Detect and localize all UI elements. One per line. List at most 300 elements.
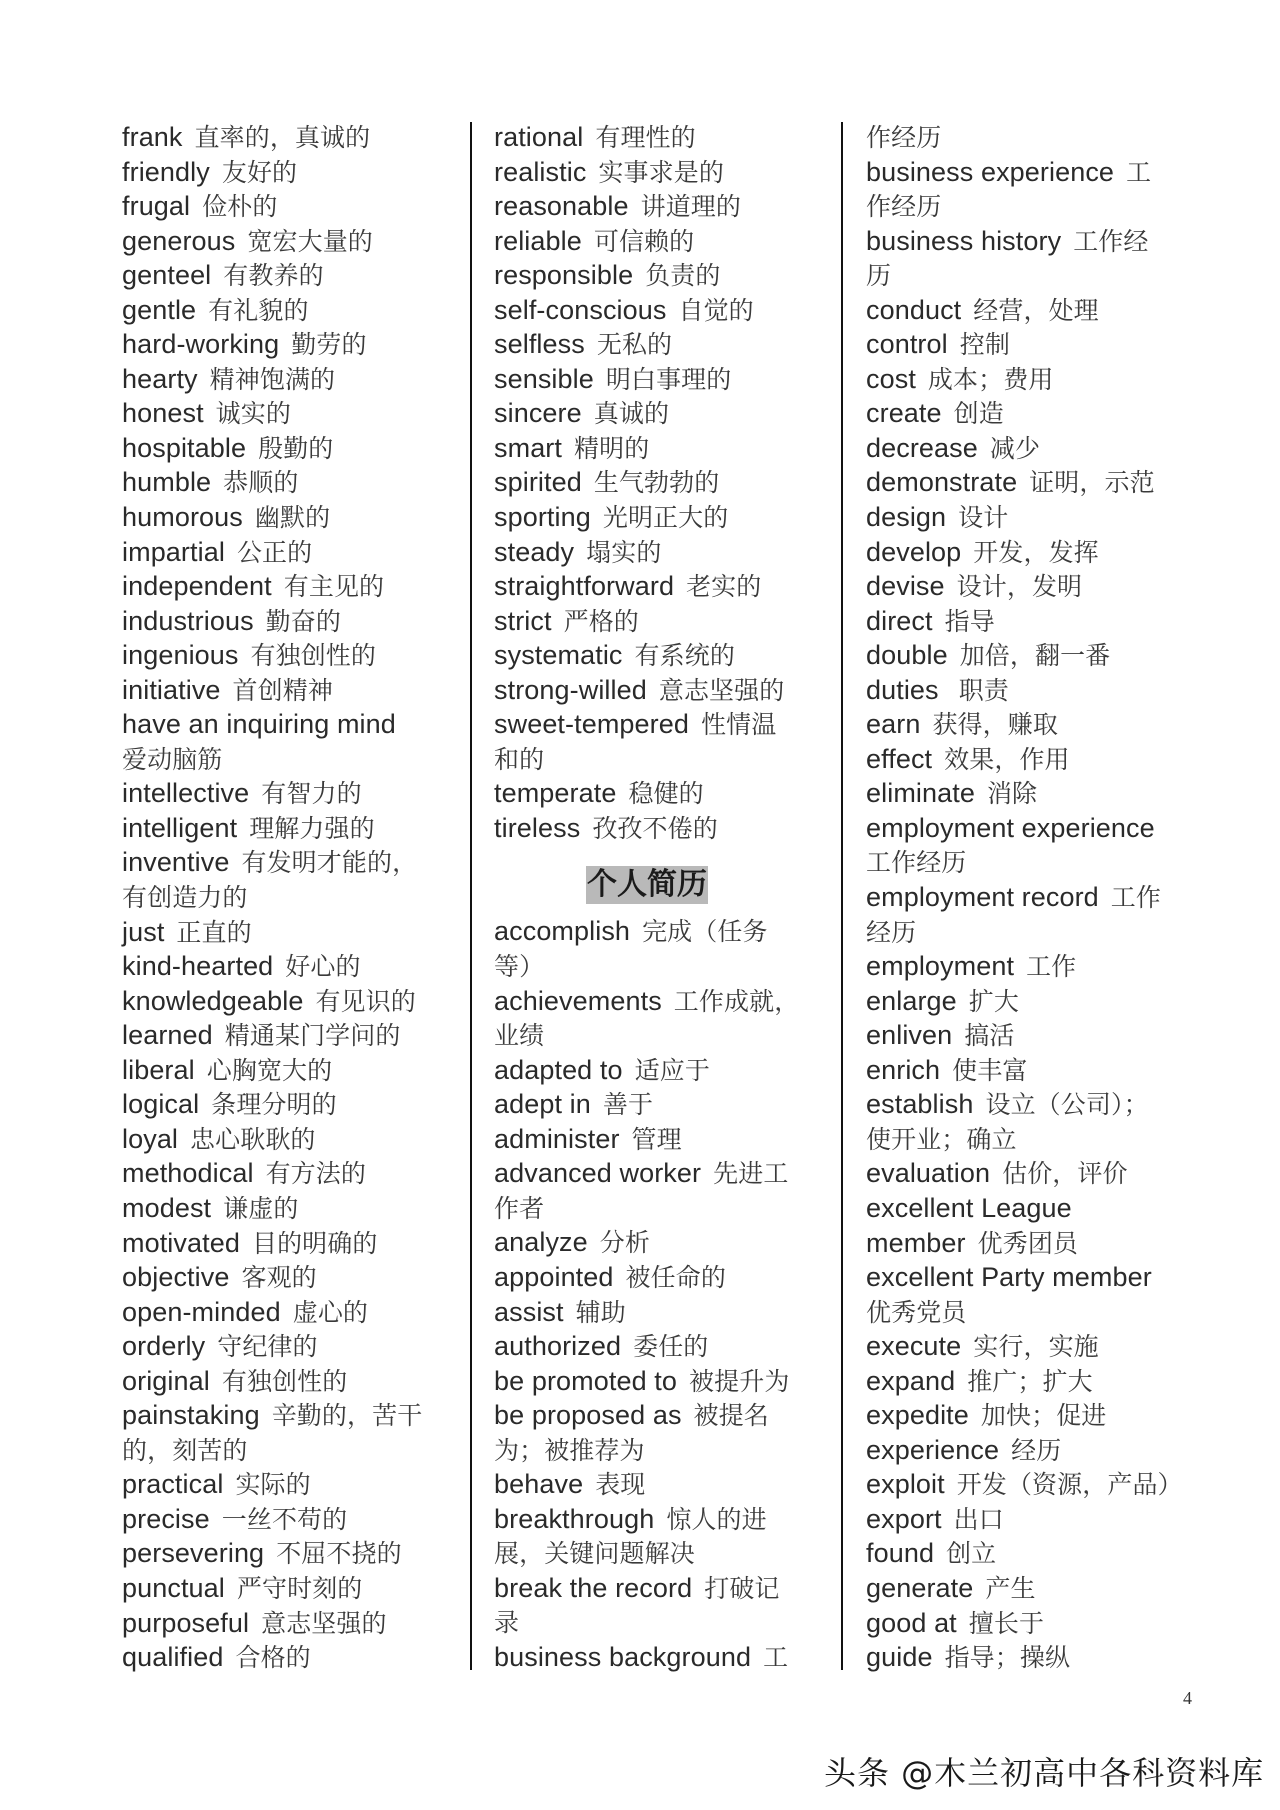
vocab-entry — [494, 327, 834, 362]
chinese-meaning: 优秀团员 — [977, 1228, 1079, 1258]
vocab-entry — [122, 1295, 462, 1330]
chinese-meaning: 有主见的 — [283, 572, 385, 602]
chinese-meaning: 精通某门学问的 — [224, 1021, 401, 1051]
chinese-meaning: 孜孜不倦的 — [592, 813, 718, 843]
vocab-entry — [122, 1398, 462, 1433]
english-term: realistic — [494, 156, 587, 187]
vocab-entry — [866, 1191, 1206, 1226]
vocab-entry — [494, 431, 834, 466]
english-term: devise — [866, 571, 945, 602]
english-term: member — [866, 1227, 966, 1258]
english-term: hospitable — [122, 432, 247, 463]
english-term: precise — [122, 1503, 210, 1534]
vocab-entry — [866, 1053, 1206, 1088]
chinese-meaning: 有发明才能的， — [241, 848, 418, 878]
chinese-meaning: 有创造力的 — [122, 883, 248, 913]
english-term: be proposed as — [494, 1400, 682, 1431]
chinese-meaning: 出口 — [953, 1504, 1004, 1534]
chinese-meaning: 创立 — [946, 1539, 997, 1569]
english-term: modest — [122, 1192, 212, 1223]
english-term: breakthrough — [494, 1503, 655, 1534]
vocab-entry — [122, 949, 462, 984]
chinese-meaning: 创造 — [953, 399, 1004, 429]
english-term: guide — [866, 1642, 933, 1673]
chinese-meaning: 作经历 — [866, 123, 942, 152]
watermark: 头条 @木兰初高中各科资料库 — [824, 1754, 1265, 1792]
vocab-entry — [494, 1329, 834, 1364]
chinese-meaning: 友好的 — [221, 157, 298, 187]
chinese-meaning: 减少 — [989, 433, 1041, 463]
chinese-meaning: 业绩 — [494, 1021, 545, 1051]
chinese-meaning: 有教养的 — [223, 261, 324, 291]
chinese-meaning: 生气勃勃的 — [593, 468, 720, 498]
chinese-meaning: 有独创性的 — [250, 641, 377, 671]
vocab-entry — [866, 1502, 1206, 1537]
vocab-entry — [866, 189, 1206, 224]
chinese-meaning: 首创精神 — [232, 675, 333, 705]
english-term: independent — [122, 571, 272, 602]
english-term: be promoted to — [494, 1365, 678, 1396]
english-term: expedite — [866, 1400, 969, 1431]
chinese-meaning: 无私的 — [596, 330, 673, 360]
chinese-meaning: 宽宏大量的 — [247, 226, 373, 256]
chinese-meaning: 明白事理的 — [605, 364, 732, 394]
chinese-meaning: 条理分明的 — [211, 1090, 337, 1120]
english-term: tireless — [494, 812, 581, 843]
english-term: create — [866, 398, 942, 429]
vocab-entry — [866, 569, 1206, 604]
chinese-meaning: 一丝不苟的 — [221, 1504, 348, 1534]
chinese-meaning: 意志坚强的 — [261, 1608, 387, 1638]
english-term: have an inquiring mind — [122, 709, 396, 740]
english-term: humorous — [122, 502, 243, 533]
vocab-entry — [494, 776, 834, 811]
english-term: open-minded — [122, 1296, 281, 1327]
vocab-entry — [122, 742, 462, 777]
english-term: earn — [866, 709, 921, 740]
english-term: appointed — [494, 1261, 614, 1292]
vocab-entry — [122, 1640, 462, 1675]
english-term: conduct — [866, 294, 962, 325]
vocab-entry — [866, 258, 1206, 293]
vocab-entry — [494, 811, 834, 846]
english-term: persevering — [122, 1538, 265, 1569]
chinese-meaning: 实际的 — [235, 1470, 311, 1500]
vocab-entry — [494, 258, 834, 293]
chinese-meaning: 表现 — [595, 1470, 646, 1500]
chinese-meaning: 作者 — [494, 1193, 545, 1223]
chinese-meaning: 设计 — [958, 503, 1009, 533]
chinese-meaning: 工 — [763, 1642, 789, 1672]
chinese-meaning: 开发，发挥 — [973, 537, 1099, 567]
english-term: kind-hearted — [122, 951, 274, 982]
english-term: smart — [494, 432, 562, 463]
vocab-entry — [866, 845, 1206, 880]
english-term: evaluation — [866, 1158, 991, 1189]
resume-vocab-list — [494, 914, 834, 1674]
english-term: logical — [122, 1089, 200, 1120]
vocab-entry — [866, 638, 1206, 673]
chinese-meaning: 获得，赚取 — [932, 710, 1058, 740]
english-term: excellent Party member — [866, 1262, 1152, 1293]
english-term: design — [866, 502, 947, 533]
english-term: exploit — [866, 1469, 945, 1500]
chinese-meaning: 稳健的 — [628, 779, 704, 809]
chinese-meaning: 搞活 — [964, 1021, 1015, 1051]
vocab-entry — [122, 189, 462, 224]
vocab-entry — [494, 1571, 834, 1606]
vocab-entry — [494, 1122, 834, 1157]
chinese-meaning: 心胸宽大的 — [206, 1055, 333, 1085]
chinese-meaning: 被提名 — [693, 1401, 769, 1431]
english-term: administer — [494, 1123, 620, 1154]
vocab-entry — [122, 1606, 462, 1641]
english-term: temperate — [494, 778, 617, 809]
chinese-meaning: 委任的 — [633, 1332, 709, 1362]
chinese-meaning: 产生 — [985, 1573, 1036, 1603]
vocab-entry — [494, 914, 834, 949]
vocab-entry — [122, 638, 462, 673]
chinese-meaning: 勤劳的 — [291, 330, 367, 360]
vocab-entry — [122, 604, 462, 639]
vocab-column-3 — [866, 120, 1206, 1675]
english-term: purposeful — [122, 1607, 250, 1638]
vocab-entry — [494, 1156, 834, 1191]
chinese-meaning: 实事求是的 — [598, 157, 724, 187]
chinese-meaning: 有独创性的 — [221, 1366, 348, 1396]
chinese-meaning: 效果，作用 — [944, 744, 1070, 774]
chinese-meaning: 爱动脑筋 — [122, 744, 223, 774]
chinese-meaning: 优秀党员 — [866, 1297, 967, 1327]
english-term: friendly — [122, 156, 210, 187]
vocab-entry — [494, 1467, 834, 1502]
english-term: motivated — [122, 1227, 240, 1258]
vocab-entry — [866, 1122, 1206, 1157]
chinese-meaning: 实行，实施 — [973, 1332, 1099, 1362]
chinese-meaning: 被任命的 — [625, 1262, 726, 1292]
english-term: hearty — [122, 363, 198, 394]
chinese-meaning: 经历 — [1011, 1435, 1062, 1465]
chinese-meaning: 塌实的 — [586, 537, 662, 567]
english-term: selfless — [494, 329, 585, 360]
english-term: enlarge — [866, 985, 957, 1016]
chinese-meaning: 好心的 — [285, 952, 361, 982]
chinese-meaning: 自觉的 — [678, 295, 754, 325]
vocab-entry — [122, 569, 462, 604]
english-term: assist — [494, 1296, 564, 1327]
english-term: strong-willed — [494, 674, 647, 705]
vocab-entry — [122, 1364, 462, 1399]
vocab-entry — [494, 742, 834, 777]
chinese-meaning: 管理 — [631, 1124, 682, 1154]
vocab-entry — [122, 535, 462, 570]
chinese-meaning: 精明的 — [574, 433, 650, 463]
vocab-entry — [866, 811, 1206, 846]
chinese-meaning: 幽默的 — [254, 503, 331, 533]
english-term: strict — [494, 605, 552, 636]
vocab-entry — [122, 1226, 462, 1261]
vocab-entry — [866, 1156, 1206, 1191]
vocab-entry — [494, 1536, 834, 1571]
chinese-meaning: 有智力的 — [261, 779, 362, 809]
english-term: objective — [122, 1262, 230, 1293]
vocab-entry — [866, 500, 1206, 535]
english-term: enrich — [866, 1054, 941, 1085]
section-heading-resume: 个人简历 — [587, 867, 707, 903]
chinese-meaning: 真诚的 — [593, 399, 670, 429]
chinese-meaning: 估价，评价 — [1002, 1159, 1128, 1189]
english-term: just — [122, 916, 165, 947]
vocab-entry — [122, 465, 462, 500]
vocab-entry — [494, 1605, 834, 1640]
chinese-meaning: 客观的 — [241, 1263, 317, 1293]
chinese-meaning: 有见识的 — [315, 986, 416, 1016]
vocab-entry — [122, 500, 462, 535]
chinese-meaning: 指导；操纵 — [944, 1643, 1071, 1673]
chinese-meaning: 恭顺的 — [223, 468, 299, 498]
chinese-meaning: 指导 — [944, 606, 995, 636]
chinese-meaning: 讲道理的 — [640, 192, 742, 222]
vocab-entry — [122, 811, 462, 846]
chinese-meaning: 经营，处理 — [973, 295, 1099, 325]
chinese-meaning: 直率的，真诚的 — [194, 123, 371, 152]
vocab-entry — [866, 949, 1206, 984]
chinese-meaning: 辛勤的，苦干 — [271, 1401, 423, 1431]
chinese-meaning: 分析 — [599, 1228, 650, 1258]
english-term: good at — [866, 1607, 957, 1638]
english-term: enliven — [866, 1020, 953, 1051]
english-term: employment — [866, 951, 1015, 982]
chinese-meaning: 证明，示范 — [1029, 468, 1155, 498]
vocab-column-1 — [122, 120, 462, 1675]
chinese-meaning: 为；被推荐为 — [494, 1435, 645, 1465]
vocab-entry — [494, 120, 834, 155]
vocab-entry — [122, 120, 462, 155]
chinese-meaning: 工作 — [1110, 883, 1161, 913]
vocab-entry — [122, 845, 462, 880]
english-term: methodical — [122, 1158, 254, 1189]
english-term: impartial — [122, 536, 225, 567]
vocab-entry — [866, 155, 1206, 190]
vocab-entry — [866, 673, 1206, 708]
english-term: adept in — [494, 1089, 591, 1120]
chinese-meaning: 公正的 — [236, 537, 313, 567]
vocab-entry — [866, 604, 1206, 639]
vocab-entry — [866, 1329, 1206, 1364]
english-term: effect — [866, 743, 933, 774]
vocab-entry — [494, 604, 834, 639]
vocab-entry — [122, 1018, 462, 1053]
english-term: liberal — [122, 1054, 195, 1085]
vocab-entry — [494, 1295, 834, 1330]
english-term: authorized — [494, 1331, 622, 1362]
english-term: found — [866, 1538, 935, 1569]
chinese-meaning: 不屈不挠的 — [276, 1539, 402, 1569]
chinese-meaning: 工作经 — [1073, 226, 1149, 256]
vocab-entry — [122, 707, 462, 742]
vocab-entry — [866, 1018, 1206, 1053]
chinese-meaning: 消除 — [986, 779, 1038, 809]
vocab-entry — [866, 1571, 1206, 1606]
vocab-entry — [494, 535, 834, 570]
vocab-entry — [494, 984, 834, 1019]
english-term: loyal — [122, 1123, 179, 1154]
chinese-meaning: 适应于 — [634, 1055, 710, 1085]
vocab-entry — [866, 984, 1206, 1019]
english-term: sporting — [494, 502, 591, 533]
english-term: intelligent — [122, 812, 238, 843]
vocab-entry — [494, 638, 834, 673]
vocab-entry — [866, 707, 1206, 742]
english-term: demonstrate — [866, 467, 1018, 498]
chinese-meaning: 有系统的 — [634, 641, 735, 671]
english-term: direct — [866, 605, 933, 636]
english-term: systematic — [494, 640, 623, 671]
vocab-entry — [866, 465, 1206, 500]
vocab-entry — [122, 155, 462, 190]
vocab-entry — [866, 327, 1206, 362]
chinese-meaning: 谦虚的 — [223, 1193, 299, 1223]
english-term: analyze — [494, 1227, 588, 1258]
english-term: advanced worker — [494, 1158, 702, 1189]
vocab-entry — [122, 1329, 462, 1364]
chinese-meaning: 忠心耿耿的 — [190, 1124, 316, 1154]
chinese-meaning: 勤奋的 — [265, 606, 341, 636]
chinese-meaning: 打破记 — [704, 1573, 780, 1603]
vocab-entry — [494, 1053, 834, 1088]
english-term: gentle — [122, 294, 197, 325]
english-term: break the record — [494, 1572, 693, 1603]
vocab-entry — [122, 327, 462, 362]
english-term: learned — [122, 1020, 213, 1051]
chinese-meaning: 严守时刻的 — [236, 1573, 363, 1603]
english-term: excellent League — [866, 1192, 1072, 1223]
vocab-entry — [122, 1433, 462, 1468]
chinese-meaning: 控制 — [959, 330, 1010, 360]
english-term: hard-working — [122, 329, 280, 360]
english-term: ingenious — [122, 640, 239, 671]
chinese-meaning: 展，关键问题解决 — [494, 1539, 695, 1569]
vocab-entry — [866, 1364, 1206, 1399]
english-term: business history — [866, 225, 1062, 256]
vocab-entry — [494, 569, 834, 604]
english-term: adapted to — [494, 1054, 623, 1085]
vocab-entry — [866, 1467, 1206, 1502]
section-heading-row — [494, 845, 834, 914]
english-term: inventive — [122, 847, 230, 878]
chinese-meaning: 有方法的 — [265, 1159, 366, 1189]
vocab-entry — [122, 258, 462, 293]
english-term: frank — [122, 122, 183, 152]
chinese-meaning: 擅长于 — [968, 1608, 1045, 1638]
chinese-meaning: 加倍，翻一番 — [959, 641, 1111, 671]
english-term: sweet-tempered — [494, 709, 689, 740]
chinese-meaning: 合格的 — [235, 1643, 311, 1673]
english-term: duties — [866, 674, 939, 705]
chinese-meaning: 工作成就， — [673, 986, 800, 1016]
chinese-meaning: 惊人的进 — [666, 1504, 767, 1534]
chinese-meaning: 被提升为 — [689, 1366, 790, 1396]
english-term: initiative — [122, 674, 221, 705]
chinese-meaning: 有礼貌的 — [208, 295, 309, 325]
chinese-meaning: 正直的 — [176, 917, 252, 947]
vocab-column-2 — [494, 120, 834, 1675]
vocab-entry — [122, 396, 462, 431]
vocab-entry — [122, 1156, 462, 1191]
english-term: practical — [122, 1469, 224, 1500]
vocab-entry — [122, 984, 462, 1019]
english-term: develop — [866, 536, 962, 567]
vocab-entry — [866, 1226, 1206, 1261]
vocab-entry — [494, 1087, 834, 1122]
english-term: orderly — [122, 1331, 206, 1362]
english-term: control — [866, 329, 948, 360]
chinese-meaning: 设计，发明 — [956, 572, 1083, 602]
vocab-entry — [494, 949, 834, 984]
english-term: sincere — [494, 398, 582, 429]
vocab-entry — [494, 1018, 834, 1053]
vocab-entry — [866, 742, 1206, 777]
english-term: self-conscious — [494, 294, 667, 325]
english-term: genteel — [122, 260, 212, 291]
chinese-meaning: 工作经历 — [866, 848, 967, 878]
vocab-entry — [494, 1191, 834, 1226]
chinese-meaning: 诚实的 — [215, 399, 291, 429]
english-term: honest — [122, 398, 204, 429]
chinese-meaning: 善于 — [602, 1090, 654, 1120]
english-term: original — [122, 1365, 210, 1396]
chinese-meaning: 完成（任务 — [642, 917, 768, 947]
column-divider — [470, 122, 472, 1670]
english-term: achievements — [494, 985, 662, 1016]
vocab-entry — [866, 1087, 1206, 1122]
chinese-meaning: 老实的 — [686, 572, 762, 602]
vocab-entry — [122, 880, 462, 915]
english-term: knowledgeable — [122, 985, 304, 1016]
chinese-meaning: 意志坚强的 — [658, 675, 785, 705]
chinese-meaning: 先进工 — [713, 1159, 789, 1189]
chinese-meaning: 推广；扩大 — [967, 1366, 1093, 1396]
chinese-meaning: 经历 — [866, 917, 917, 947]
chinese-meaning: 严格的 — [563, 606, 639, 636]
english-term: qualified — [122, 1642, 224, 1673]
vocab-entry — [866, 362, 1206, 397]
english-term: export — [866, 1503, 942, 1534]
vocab-entry — [866, 776, 1206, 811]
chinese-meaning: 辅助 — [575, 1297, 626, 1327]
chinese-meaning: 精神饱满的 — [209, 364, 336, 394]
vocab-entry — [122, 1502, 462, 1537]
english-term: industrious — [122, 605, 254, 636]
chinese-meaning: 职责 — [950, 675, 1009, 705]
vocab-entry — [866, 1536, 1206, 1571]
vocab-entry — [122, 293, 462, 328]
chinese-meaning: 光明正大的 — [602, 503, 729, 533]
chinese-meaning: 作经历 — [866, 192, 942, 222]
english-term: double — [866, 640, 948, 671]
chinese-meaning: 工 — [1126, 157, 1152, 187]
chinese-meaning: 开发（资源，产品） — [956, 1470, 1183, 1500]
chinese-meaning: 负责的 — [645, 261, 721, 291]
chinese-meaning: 使开业；确立 — [866, 1124, 1017, 1154]
english-term: employment experience — [866, 812, 1155, 843]
english-term: business background — [494, 1641, 752, 1672]
chinese-meaning: 和的 — [494, 744, 545, 774]
vocab-entry — [866, 1640, 1206, 1675]
english-term: expand — [866, 1365, 956, 1396]
vocab-entry — [494, 396, 834, 431]
english-term: behave — [494, 1469, 584, 1500]
